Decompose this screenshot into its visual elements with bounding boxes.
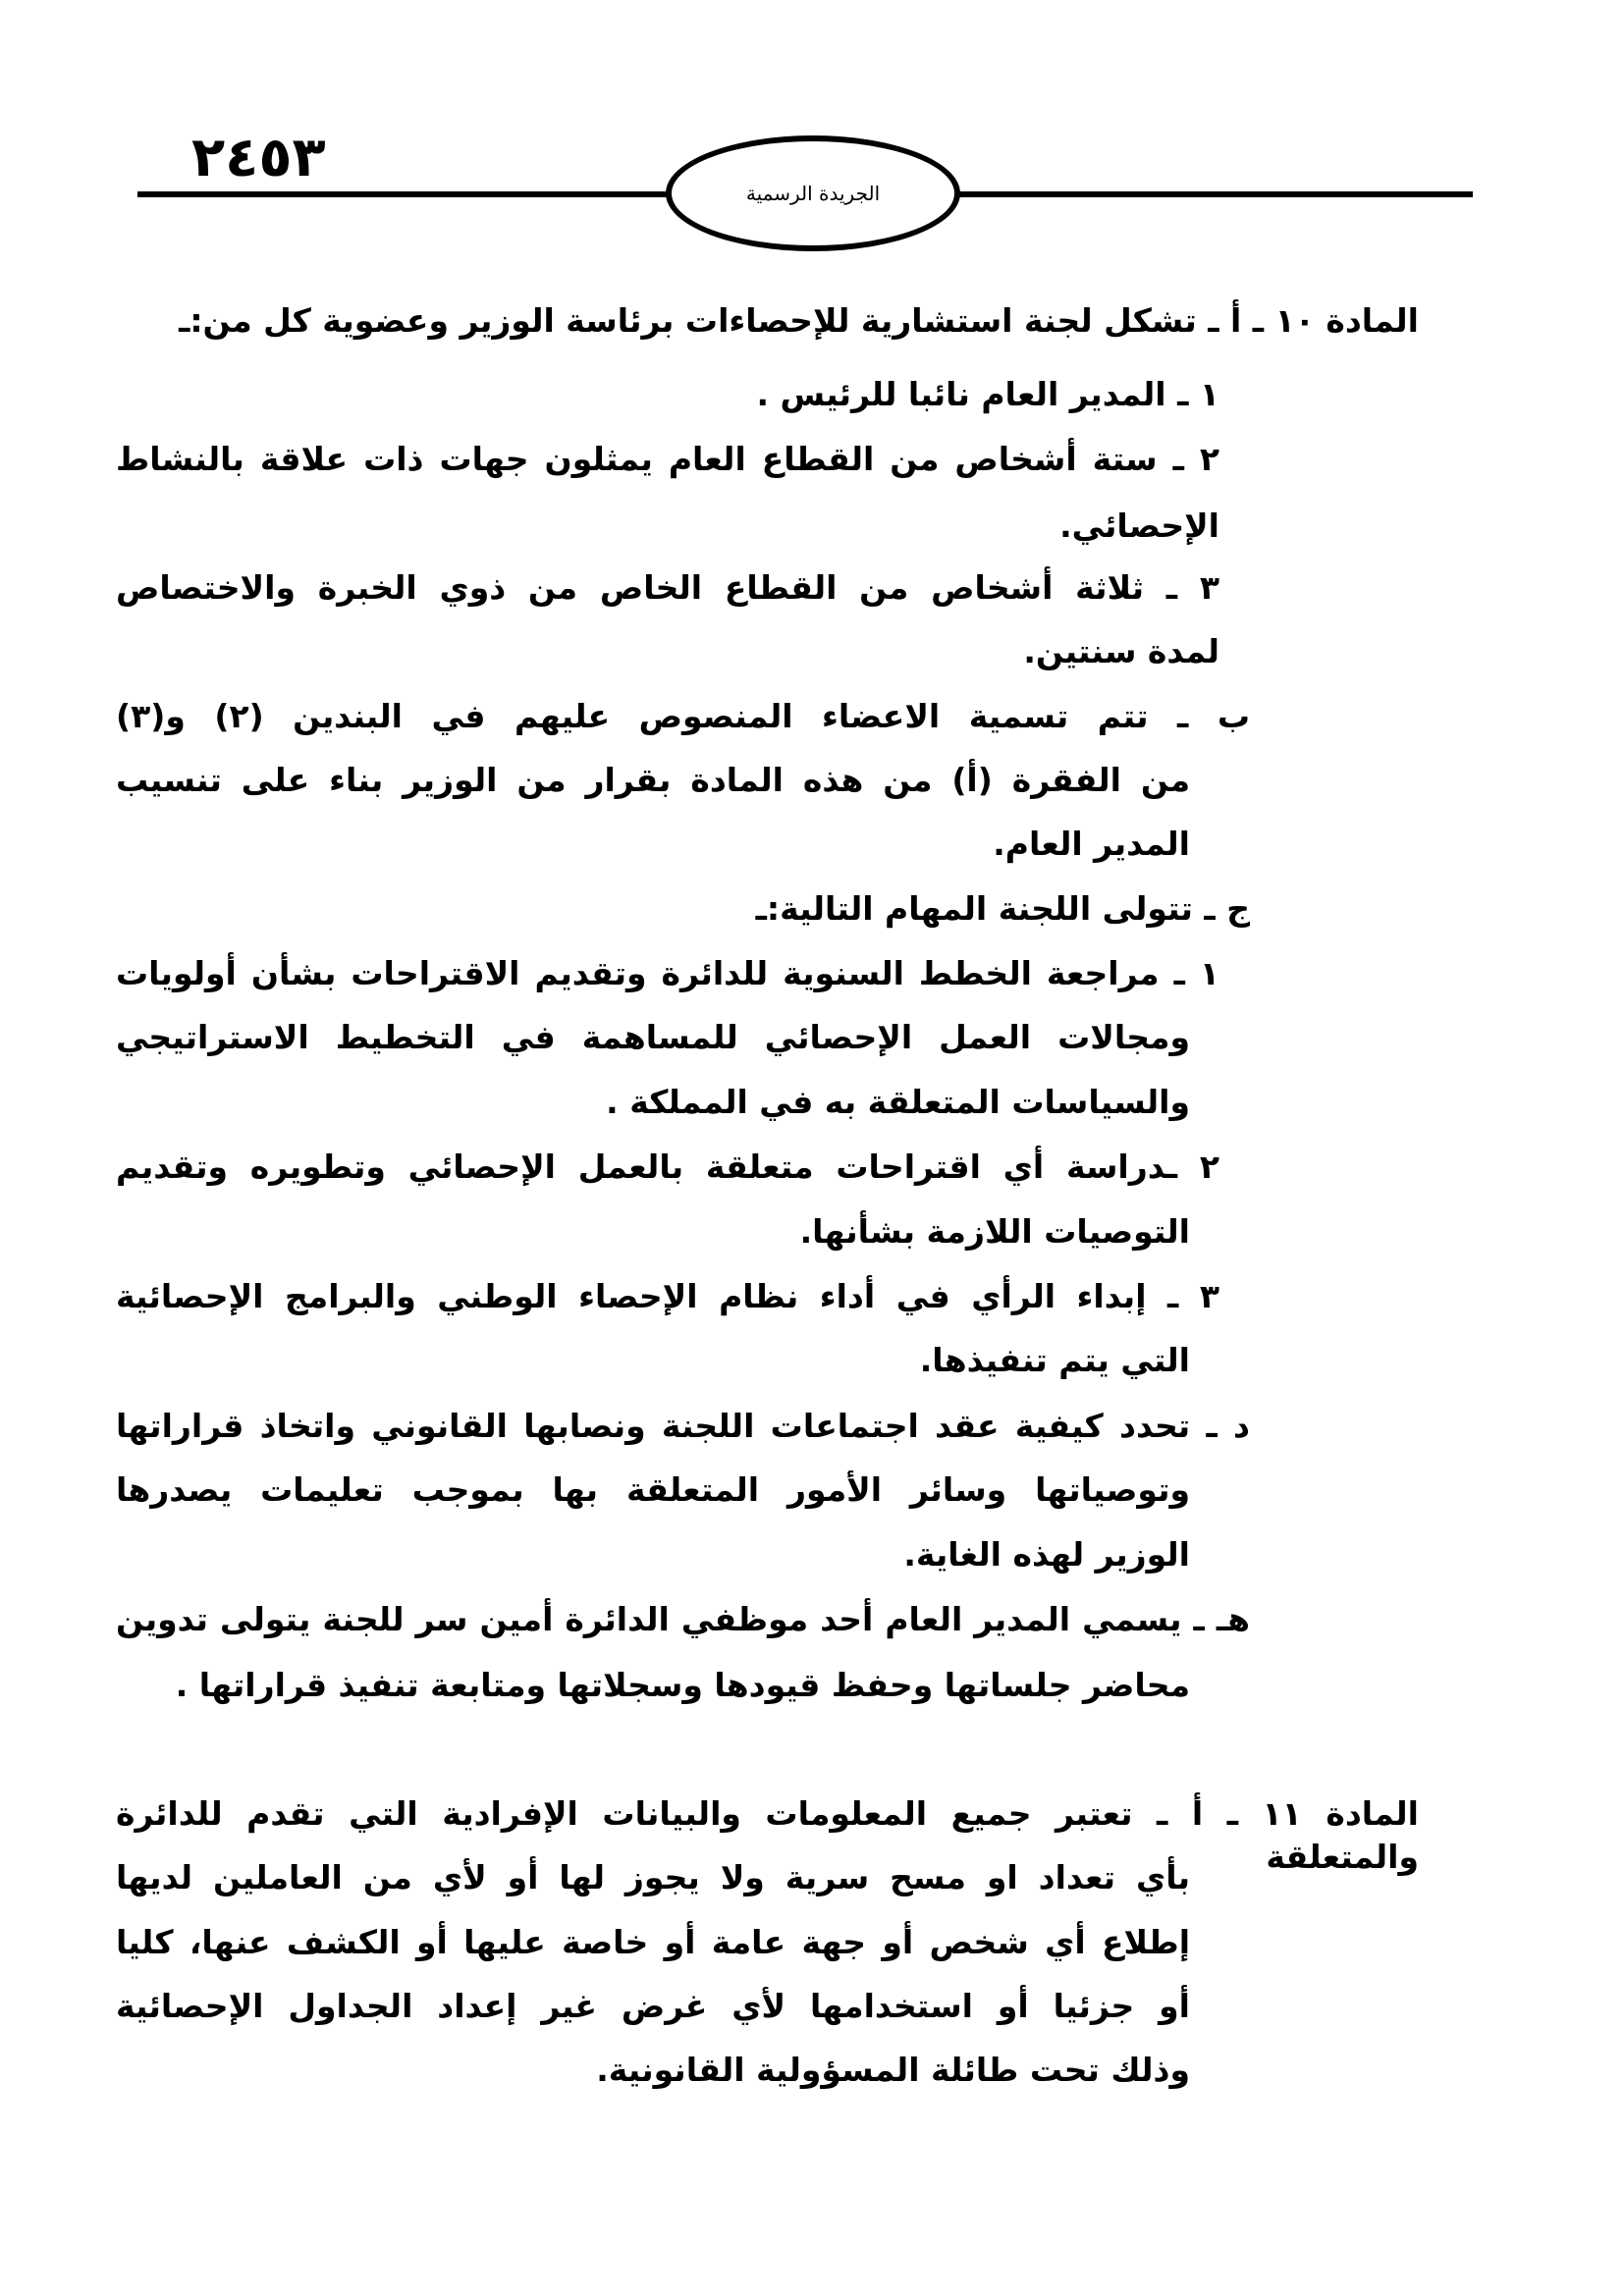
article-10-b-line-2: من الفقرة (أ) من هذه المادة بقرار من الوزير بناء على تنسيب bbox=[116, 761, 1190, 799]
article-10-c3-line-2: التي يتم تنفيذها. bbox=[919, 1341, 1190, 1379]
article-11-line-3: إطلاع أي شخص أو جهة عامة أو خاصة عليها أو الكشف عنها، كليا bbox=[116, 1923, 1190, 1961]
article-10-intro: المادة ١٠ ـ أ ـ تشكل لجنة استشارية للإحصاءات برئاسة الوزير وعضوية كل من:ـ bbox=[179, 301, 1419, 340]
article-10-item-2-line-2: الإحصائي. bbox=[1059, 507, 1219, 545]
article-10-h-line-1: هـ ـ يسمي المدير العام أحد موظفي الدائرة أمين سر للجنة يتولى تدوين bbox=[116, 1600, 1250, 1638]
article-10-d-line-3: الوزير لهذه الغاية. bbox=[903, 1535, 1190, 1574]
page-header bbox=[0, 0, 1624, 275]
article-11-line-1: المادة ١١ ـ أ ـ تعتبر جميع المعلومات والبيانات الإفرادية التي تقدم للدائرة والمتعلقة bbox=[116, 1794, 1419, 1876]
article-10-b-line-1: ب ـ تتم تسمية الاعضاء المنصوص عليهم في البندين (٢) و(٣) bbox=[116, 697, 1250, 735]
header-rule-left bbox=[137, 191, 668, 197]
article-10-d-line-1: د ـ تحدد كيفية عقد اجتماعات اللجنة ونصابها القانوني واتخاذ قراراتها bbox=[116, 1407, 1250, 1445]
article-10-h-line-2: محاضر جلساتها وحفظ قيودها وسجلاتها ومتابعة تنفيذ قراراتها . bbox=[175, 1666, 1190, 1704]
article-10-c2-line-2: التوصيات اللازمة بشأنها. bbox=[799, 1212, 1190, 1251]
article-10-b-line-3: المدير العام. bbox=[993, 825, 1190, 863]
article-10-c1-line-3: والسياسات المتعلقة به في المملكة . bbox=[606, 1083, 1190, 1121]
article-11-line-4: أو جزئيا أو استخدامها لأي غرض غير إعداد الجداول الإحصائية bbox=[116, 1987, 1190, 2025]
page-number: ٢٤٥٣ bbox=[191, 126, 326, 189]
article-10-c2-line-1: ٢ ـدراسة أي اقتراحات متعلقة بالعمل الإحصائي وتطويره وتقديم bbox=[116, 1148, 1219, 1186]
gazette-title-oval bbox=[666, 135, 960, 251]
article-10-c3-line-1: ٣ ـ إبداء الرأي في أداء نظام الإحصاء الوطني والبرامج الإحصائية bbox=[116, 1277, 1219, 1315]
article-10-item-2-line-1: ٢ ـ ستة أشخاص من القطاع العام يمثلون جهات ذات علاقة بالنشاط bbox=[116, 440, 1219, 478]
article-10-item-3-line-2: لمدة سنتين. bbox=[1023, 632, 1219, 670]
article-10-c-intro: ج ـ تتولى اللجنة المهام التالية:ـ bbox=[755, 889, 1250, 928]
article-10-item-1: ١ ـ المدير العام نائبا للرئيس . bbox=[756, 375, 1219, 413]
gazette-title: الجريدة الرسمية bbox=[745, 182, 881, 205]
article-10-d-line-2: وتوصياتها وسائر الأمور المتعلقة بها بموجب تعليمات يصدرها bbox=[116, 1470, 1190, 1509]
article-11-line-5: وذلك تحت طائلة المسؤولية القانونية. bbox=[596, 2051, 1190, 2089]
header-rule-right bbox=[957, 191, 1473, 197]
article-10-c1-line-2: ومجالات العمل الإحصائي للمساهمة في التخطيط الاستراتيجي bbox=[116, 1018, 1190, 1056]
article-11-line-2: بأي تعداد او مسح سرية ولا يجوز لها أو لأي من العاملين لديها bbox=[116, 1858, 1190, 1896]
article-10-c1-line-1: ١ ـ مراجعة الخطط السنوية للدائرة وتقديم الاقتراحات بشأن أولويات bbox=[116, 954, 1219, 992]
article-10-item-3-line-1: ٣ ـ ثلاثة أشخاص من القطاع الخاص من ذوي الخبرة والاختصاص bbox=[116, 568, 1219, 607]
